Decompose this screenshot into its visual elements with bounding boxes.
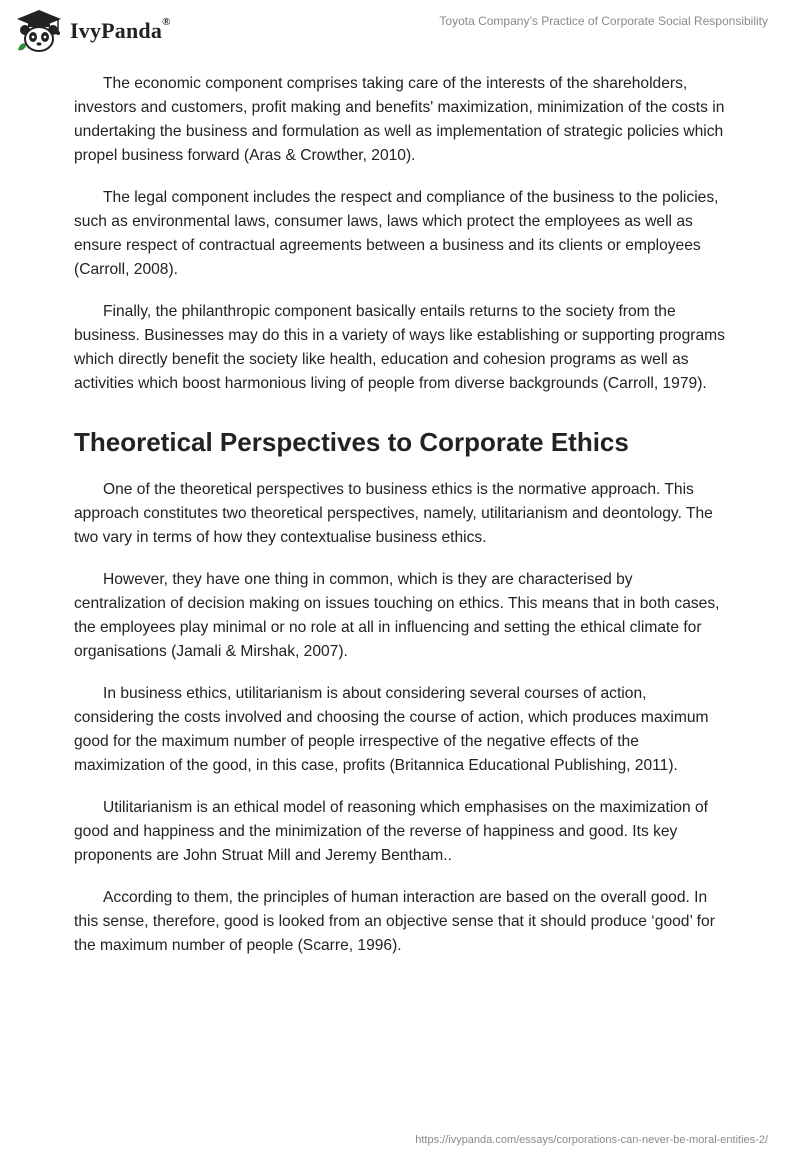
- panda-graduate-icon: [14, 8, 64, 54]
- paragraph: In business ethics, utilitarianism is about considering several courses of action, considering the costs involved and choosing the course of action, which produces maximum good for the maximum number of people irrespective of the negative effects of the maximization of the good, in this case, profits (Britannica Educational Publishing, 2011).: [74, 685, 709, 774]
- brand-name: IvyPanda®: [70, 16, 171, 43]
- paragraph: One of the theoretical perspectives to business ethics is the normative approach. This approach constitutes two theoretical perspectives, namely, utilitarianism and deontology. The two vary in terms of how they contextualise business ethics.: [74, 481, 713, 546]
- paragraph: According to them, the principles of human interaction are based on the overall good. In this sense, therefore, good is looked from an objective sense that it should produce ‘good’ for the maximum number of people (Scarre, 1996).: [74, 889, 715, 954]
- paragraph: The economic component comprises taking care of the interests of the shareholders, investors and customers, profit making and benefits' maximization, minimization of the costs in undertaking the business and formulation as well as implementation of strategic policies which propel business forward (Aras & Crowther, 2010).: [74, 75, 725, 164]
- paragraph: Finally, the philanthropic component basically entails returns to the society from the business. Businesses may do this in a variety of ways like establishing or supporting programs which directly benefit the society like health, education and cohesion programs as well as activities which boost harmonious living of people from diverse backgrounds (Carroll, 1979).: [74, 303, 725, 392]
- paragraph: Utilitarianism is an ethical model of reasoning which emphasises on the maximization of good and happiness and the minimization of the reverse of happiness and good. Its key proponents are John Struat Mill and Jeremy Bentham..: [74, 799, 708, 864]
- document-title: Toyota Company’s Practice of Corporate Social Responsibility: [439, 14, 768, 28]
- essay-content: [74, 72, 726, 976]
- paragraph: However, they have one thing in common, which is they are characterised by centralization of decision making on issues touching on ethics. This means that in both cases, the employees play minimal or no role at all in influencing and setting the ethical climate for organisations (Jamali & Mirshak, 2007).: [74, 571, 720, 660]
- paragraph: The legal component includes the respect and compliance of the business to the policies, such as environmental laws, consumer laws, laws which protect the employees as well as ensure respect of contractual agreements between a business and its clients or employees (Carroll, 2008).: [74, 189, 719, 278]
- page-header: [0, 0, 800, 70]
- section-heading: Theoretical Perspectives to Corporate Ethics: [74, 427, 629, 457]
- source-url[interactable]: https://ivypanda.com/essays/corporations-can-never-be-moral-entities-2/: [415, 1134, 768, 1146]
- ivypanda-logo[interactable]: [14, 8, 171, 54]
- registered-mark: ®: [162, 16, 171, 28]
